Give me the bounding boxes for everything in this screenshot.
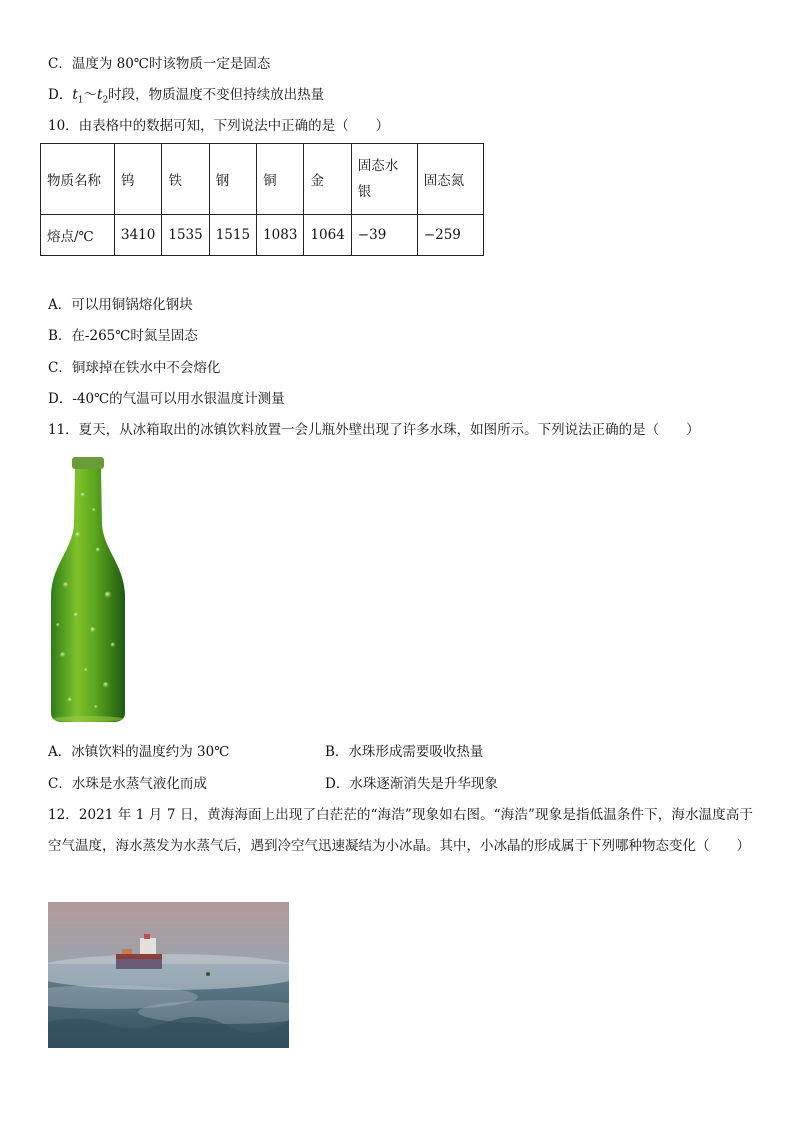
table-row bbox=[41, 215, 484, 256]
q10-option-c: C．铜球掉在铁水中不会熔化 bbox=[48, 360, 221, 376]
t1-symbol: t bbox=[72, 87, 78, 103]
melting-point-table bbox=[40, 143, 484, 256]
q9-option-d-prefix: D． bbox=[48, 87, 73, 103]
q10-option-a: A．可以用铜锅熔化钢块 bbox=[48, 297, 193, 313]
table-cell: 1064 bbox=[304, 215, 351, 256]
sea-smoke-ship-image bbox=[48, 902, 289, 1048]
q12-stem: 12．2021 年 1 月 7 日，黄海海面上出现了白茫茫的“海浩”现象如右图。“海浩”现象是指低温条件下，海水温度高于空气温度，海水蒸发为水蒸气后，遇到冷空气迅速凝结为小冰晶。其中，小冰晶的形成属于下列哪种物态变化（ ） bbox=[48, 807, 753, 854]
table-cell: 3410 bbox=[115, 215, 162, 256]
q11-option-d: D．水珠逐渐消失是升华现象 bbox=[325, 776, 498, 792]
q11-option-c: C．水珠是水蒸气液化而成 bbox=[48, 776, 207, 792]
table-cell: 物质名称 bbox=[41, 144, 115, 215]
table-cell: 1515 bbox=[209, 215, 256, 256]
table-header-row bbox=[41, 144, 484, 215]
table-cell: 1083 bbox=[257, 215, 304, 256]
t1-subscript: 1 bbox=[77, 95, 84, 106]
t2-subscript: 2 bbox=[102, 95, 109, 106]
table-cell: 铁 bbox=[162, 144, 209, 215]
q11-stem: 11．夏天，从冰箱取出的冰镇饮料放置一会儿瓶外壁出现了许多水珠，如图所示。下列说法正确的是（ ） bbox=[48, 422, 700, 438]
table-cell: 固态水银 bbox=[351, 144, 417, 215]
table-cell: 钢 bbox=[209, 144, 256, 215]
q11-option-b: B．水珠形成需要吸收热量 bbox=[325, 744, 484, 760]
q9-option-d-suffix: 时段，物质温度不变但持续放出热量 bbox=[108, 87, 325, 103]
q10-stem: 10．由表格中的数据可知，下列说法中正确的是（ ） bbox=[48, 118, 390, 134]
table-cell: 钨 bbox=[115, 144, 162, 215]
beer-bottle-image bbox=[48, 455, 128, 723]
table-cell: 1535 bbox=[162, 215, 209, 256]
q10-option-d: D．-40℃的气温可以用水银温度计测量 bbox=[48, 391, 285, 407]
table-cell: −39 bbox=[351, 215, 417, 256]
table-cell: 熔点/℃ bbox=[41, 215, 115, 256]
q9-option-c: C．温度为 80℃时该物质一定是固态 bbox=[48, 56, 271, 72]
tilde: ～ bbox=[83, 87, 97, 103]
table-cell: 固态氮 bbox=[417, 144, 483, 215]
table-cell: 金 bbox=[304, 144, 351, 215]
q10-option-b: B．在-265℃时氮呈固态 bbox=[48, 328, 198, 344]
q9-option-d bbox=[48, 85, 324, 111]
t2-symbol: t bbox=[97, 87, 103, 103]
q11-option-a: A．冰镇饮料的温度约为 30℃ bbox=[48, 744, 230, 760]
table-cell: −259 bbox=[417, 215, 483, 256]
table-cell: 铜 bbox=[257, 144, 304, 215]
